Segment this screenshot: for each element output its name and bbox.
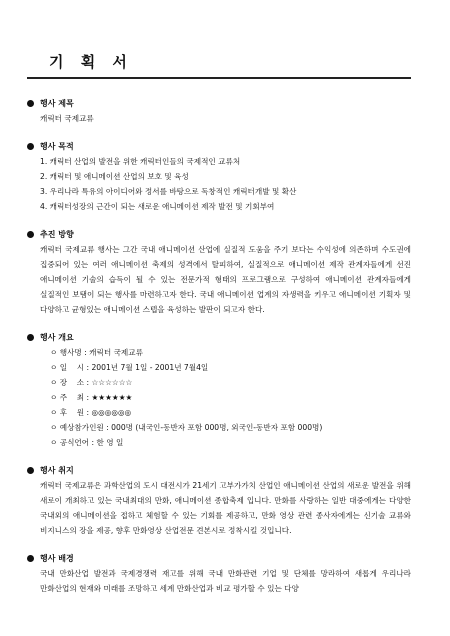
section-heading [27,551,411,566]
title-underline [27,77,411,79]
section-event-name [27,96,411,126]
overview-value: : ◎◎◎◎◎◎ [86,408,132,417]
overview-key: ㅇ 공식언어 [50,438,90,447]
bullet-icon [27,100,34,107]
section-heading-label: 행사 개요 [40,333,74,342]
overview-item [40,345,411,360]
overview-key: ㅇ 장 소 [50,378,85,387]
overview-value: : 한 영 일 [91,438,124,447]
overview-value: : ☆☆☆☆☆☆ [86,378,133,387]
overview-item [40,390,411,405]
document-content [27,96,411,609]
overview-key: ㅇ 주 최 [50,393,85,402]
bullet-icon [27,334,34,341]
intent-paragraph: 캐릭터 국제교류은 과학산업의 도시 대전시가 21세기 고부가가치 산업인 애니메이션 산업의 새로운 발전을 위해 새로이 개최하고 있는 국내최대의 만화, 애니메이션 종합축제 입니다. 만화를 사랑하는 일반 대중에게는 다양한 국내외의 애니메이션을 접하고 체험할 수 있는 기회를 제공하고, 만화 영상 관련 종사자에게는 신기술 교류와 비지니스의 장을 제공, 향후 만화영상 산업전문 견본시로 정착시킬 것입니다. [40,481,411,535]
overview-key: ㅇ 후 원 [50,408,85,417]
section-heading [27,463,411,478]
overview-value: : 캐릭터 국제교류 [84,348,143,357]
section-heading [27,139,411,154]
list-item: 1. 캐릭터 산업의 발전을 위한 캐릭터인들의 국제적인 교류처 [40,157,241,166]
document-title: 기 획 서 [49,53,133,71]
overview-value: : ★★★★★★ [86,393,133,402]
purpose-list [27,154,411,214]
section-intent [27,463,411,538]
overview-key: ㅇ 일 시 [50,363,85,372]
overview-item [40,375,411,390]
section-heading-label: 행사 배경 [40,554,74,563]
bullet-icon [27,467,34,474]
overview-value: : 2001년 7월 1일 - 2001년 7월4일 [86,363,209,372]
overview-item [40,435,411,450]
section-heading [27,96,411,111]
section-heading [27,227,411,242]
title-block [27,52,411,79]
overview-item [40,405,411,420]
overview-value: : 000명 (내국인-동반자 포함 000명, 외국인-동반자 포함 000명) [106,423,323,432]
event-name-text: 캐릭터 국제교류 [40,114,94,123]
section-heading-label: 행사 목적 [40,142,74,151]
section-direction [27,227,411,317]
overview-list [27,345,411,450]
list-item: 3. 우리나라 특유의 아이디어와 정서를 바탕으로 독창적인 캐릭터개발 및 확산 [40,187,297,196]
section-heading [27,330,411,345]
section-heading-label: 행사 취지 [40,466,74,475]
bullet-icon [27,555,34,562]
section-background [27,551,411,596]
list-item: 4. 캐릭터성장의 근간이 되는 새로운 애니메이션 제작 발전 및 기회부여 [40,202,275,211]
section-heading-label: 추진 방향 [40,230,74,239]
bullet-icon [27,143,34,150]
bullet-icon [27,231,34,238]
list-item: 2. 캐릭터 및 애니메이션 산업의 보호 및 육성 [40,172,189,181]
section-overview [27,330,411,450]
direction-paragraph: 캐릭터 국제교류 행사는 그간 국내 애니메이션 산업에 실질적 도움을 주기 보다는 수익성에 의존하며 수도권에 집중되어 있는 여러 애니메이션 축제의 성격에서 탈피하여, 실질적으로 애니메이션 제작 관계자들에게 선진 애니메이션 기술의 습득이 될 수 있는 전문가적 형태의 프로그램으로 구성하여 애니메이션 관계자들에게 실질적인 보탬이 되는 행사를 마련하고자 한다. 국내 애니메이션 업계의 자생력을 키우고 애니메이션 기획자 및 다양하고 균형있는 애니메이션 스텝을 육성하는 발판이 되고자 한다. [40,245,411,314]
overview-item [40,360,411,375]
overview-key: ㅇ 예상참가인원 [50,423,104,432]
background-paragraph: 국내 만화산업 발전과 국제경쟁력 재고를 위해 국내 만화관련 기업 및 단체를 망라하여 새롭게 우리나라 만화산업의 현재와 미래를 조망하고 세계 만화산업과 비교 평가할 수 있는 다양 [40,569,411,593]
overview-item [40,420,411,435]
section-purpose [27,139,411,214]
overview-key: ㅇ 행사명 [50,348,82,357]
section-heading-label: 행사 제목 [40,99,74,108]
